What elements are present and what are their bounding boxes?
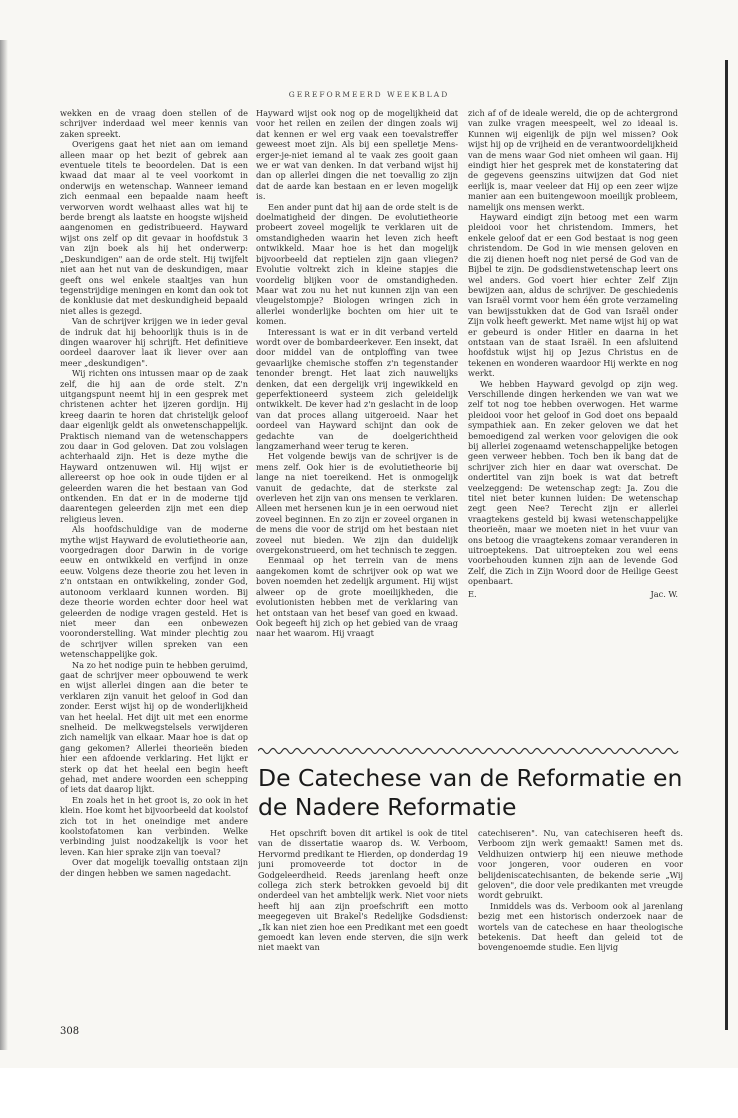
signature-initial: E. bbox=[468, 588, 477, 599]
signature-line bbox=[468, 589, 678, 599]
paragraph: Hayward wijst ook nog op de mogelijkheid dat voor het reilen en zeilen der dingen zoals wij dat kennen er wel erg vaak een toevalstreffer geweest moet zijn. Als bij een spelletje Mens-erger-je-niet iemand al te vaak zes gooit gaan we er wat van denken. In dat verband wijst hij dan op allerlei dingen die net toevallig zo zijn dat de aarde kan bestaan en er leven mogelijk is. bbox=[256, 108, 458, 202]
scan-shadow-left bbox=[0, 40, 8, 1050]
paragraph: En zoals het in het groot is, zo ook in het klein. Hoe komt het bijvoorbeeld dat koolstof zich tot in het oneindige met andere koolstofatomen kan verbinden. Welke verbinding juist noodzakelijk is voor het leven. Kan hier sprake zijn van toeval? bbox=[60, 794, 248, 857]
paragraph: Een ander punt dat hij aan de orde stelt is de doelmatigheid der dingen. De evolutietheorie probeert zoveel mogelijk te verklaren uit de omstandigheden waarin het leven zich heeft ontwikkeld. Maar hoe is het dan mogelijk bijvoorbeeld dat reptielen zijn gaan vliegen? Evolutie voltrekt zich in kleine stapjes die voordelig blijken voor de omstandigheden. Maar wat zou nu het nut kunnen zijn van een vleugelstompje? Biologen wringen zich in allerlei wonderlijke bochten om hier uit te komen. bbox=[256, 201, 458, 327]
paragraph: Hayward eindigt zijn betoog met een warm pleidooi voor het christendom. Immers, het enkele geloof dat er een God bestaat is nog geen christendom. De God in wie mensen geloven en die zij dienen hoeft nog niet persé de God van de Bijbel te zijn. De godsdienstwetenschap leert ons wel anders. God voert hier echter Zelf Zijn bewijzen aan, aldus de schrijver. De geschiedenis van Israël vormt voor hem één grote verzameling van bewijsstukken dat de God van Israël onder Zijn volk heeft gewerkt. Met name wijst hij op wat er gebeurd is onder Hitler en daarna in het ontstaan van de staat Israël. In een afsluitend hoofdstuk wijst hij op Jezus Christus en de tekenen en wonderen waardoor Hij werkte en nog werkt. bbox=[468, 212, 678, 379]
column-3 bbox=[468, 108, 678, 738]
column-1 bbox=[60, 108, 248, 1118]
paragraph: Over dat mogelijk toevallig ontstaan zijn der dingen hebben we samen nagedacht. bbox=[60, 857, 248, 878]
article-column-1 bbox=[258, 828, 468, 968]
paragraph: We hebben Hayward gevolgd op zijn weg. Verschillende dingen herkenden we van wat we zelf tot nog toe hebben overwogen. Het warme pleidooi voor het geloof in God doet ons bepaald sympathiek aan. En zeker geloven we dat het bemoedigend zal werken voor gelovigen die ook bij allerlei zogenaamd wetenschappelijke betogen geen verweer hebben. Toch ben ik bang dat de schrijver zich hier en daar wat overschat. De ondertitel van zijn boek is wat dat betreft veelzeggend: De wetenschap zegt: Ja. Zou die titel niet beter kunnen luiden: De wetenschap zegt geen Nee? Terecht zijn er allerlei vraagtekens gesteld bij kwasi wetenschappelijke theorieën, maar we moeten niet in het vuur van ons betoog die vraagtekens zomaar veranderen in uitroeptekens. Dat uitroepteken zou wel eens voorbehouden kunnen zijn aan de levende God Zelf, die Zich in Zijn Woord door de Heilige Geest openbaart. bbox=[468, 378, 678, 587]
wavy-divider bbox=[258, 746, 680, 756]
paragraph: Overigens gaat het niet aan om iemand alleen maar op het bezit of gebrek aan eventuele titels te beoordelen. Dat is een kwaad dat maar al te veel voorkomt in onderwijs en wetenschap. Wanneer iemand zich eenmaal een bepaalde naam heeft verworven wordt welhaast alles wat hij te berde brengt als laatste en hoogste wijsheid aangenomen en gedistribueerd. Hayward wijst ons zelf op dit gevaar in hoofdstuk 3 van zijn boek als hij het onderwerp: „Deskundigen" aan de orde stelt. Hij twijfelt niet aan het nut van de deskundigen, maar geeft ons wel enkele staaltjes van hun tegenstrijdige meningen en komt dan ook tot de konklusie dat met deskundigheid bepaald niet alles is gezegd. bbox=[60, 139, 248, 316]
paragraph: Interessant is wat er in dit verband verteld wordt over de bombardeerkever. Een insekt, dat door middel van de ontploffing van twee gevaarlijke chemische stoffen z'n tegenstander tenonder brengt. Het laat zich nauwelijks denken, dat een dergelijk vrij ingewikkeld en geperfektioneerd systeem zich geleidelijk ontwikkelt. De kever had z'n geslacht in de loop van dat proces allang uitgeroeid. Naar het oordeel van Hayward schijnt dan ook de gedachte van de doelgerichtheid langzamerhand weer terug te keren. bbox=[256, 326, 458, 451]
paragraph: Eenmaal op het terrein van de mens aangekomen komt de schrijver ook op wat we boven noemden het zedelijk argument. Hij wijst alweer op de grote moeilijkheden, die evolutionisten hebben met de verklaring van het ontstaan van het besef van goed en kwaad. Ook begeeft hij zich op het gebied van de vraag naar het waarom. Hij vraagt bbox=[256, 555, 458, 639]
running-header: GEREFORMEERD WEEKBLAD bbox=[288, 90, 450, 99]
paragraph: wekken en de vraag doen stellen of de schrijver inderdaad wel meer kennis van zaken spreekt. bbox=[60, 108, 248, 139]
paragraph: Inmiddels was ds. Verboom ook al jarenlang bezig met een historisch onderzoek naar de wortels van de catechese en haar theologische betekenis. Dat heeft dan geleid tot de bovengenoemde studie. Een lijvig bbox=[478, 900, 683, 953]
paragraph: Van de schrijver krijgen we in ieder geval de indruk dat hij behoorlijk thuis is in de dingen waarover hij schrijft. Het definitieve oordeel daarover laat ik liever over aan meer „deskundigen". bbox=[60, 316, 248, 368]
paragraph: catechiseren". Nu, van catechiseren heeft ds. Verboom zijn werk gemaakt! Samen met ds. Veldhuizen ontwierp hij een nieuwe methode voor jongeren, voor ouderen en voor belijdeniscatechisanten, de bekende serie „Wij geloven", die door vele predikanten met vreugde wordt gebruikt. bbox=[478, 828, 683, 901]
paragraph: Het volgende bewijs van de schrijver is de mens zelf. Ook hier is de evolutietheorie bij lange na niet toereikend. Het is onmogelijk vanuit de gedachte, dat de sterkste zal overleven het zijn van ons mensen te verklaren. Alleen met hersenen kun je in een oerwoud niet zoveel beginnen. En zo zijn er zoveel organen in de mens die voor de strijd om het bestaan niet zoveel nut bieden. We zijn dan duidelijk overgekonstrueerd, om het technisch te zeggen. bbox=[256, 451, 458, 556]
paragraph: Het opschrift boven dit artikel is ook de titel van de dissertatie waarop ds. W. Verboom, Hervormd predikant te Hierden, op donderdag 19 juni promoveerde tot doctor in de Godgeleerdheid. Reeds jarenlang heeft onze collega zich sterk betrokken gevoeld bij dit onderdeel van het ambtelijk werk. Niet voor niets heeft hij aan zijn proefschrift een motto meegegeven uit Brakel's Redelijke Godsdienst: „Ik kan niet zien hoe een Predikant met een goedt gemoedt kan leven ende sterven, die sijn werk niet maekt van bbox=[258, 828, 468, 953]
article-headline: De Catechese van de Reformatie en de Nadere Reformatie bbox=[258, 764, 683, 821]
paragraph: Wij richten ons intussen maar op de zaak zelf, die hij aan de orde stelt. Z'n uitgangspunt neemt hij in een gesprek met christenen achter het ijzeren gordijn. Hij kreeg daarin te horen dat christelijk geloof daar eigenlijk geldt als onwetenschappelijk. Praktisch niemand van de wetenschappers zou daar in God geloven. Dat zou volslagen achterhaald zijn. Het is deze mythe die Hayward ontzenuwen wil. Hij wijst er allereerst op hoe ook in oude tijden er al geleerden waren die het bestaan van God ontkenden. En dat er in de moderne tijd daarentegen geleerden zijn met een diep religieus leven. bbox=[60, 368, 248, 524]
scan-shadow-right bbox=[725, 60, 728, 1030]
paragraph: zich af of de ideale wereld, die op de achtergrond van zulke vragen meespeelt, wel zo ideaal is. Kunnen wij eigenlijk de pijn wel missen? Ook wijst hij op de vrijheid en de verantwoordelijkheid van de mens waar God niet omheen wil gaan. Hij eindigt hier het gesprek met de konstatering dat de gegevens geenszins uitwijzen dat God niet eerlijk is, maar veeleer dat Hij op een zeer wijze manier aan een buitengewoon moeilijk probleem, namelijk ons mensen werkt. bbox=[468, 108, 678, 212]
page-number: 308 bbox=[60, 1026, 80, 1037]
article-column-2 bbox=[478, 828, 683, 968]
signature-author: Jac. W. bbox=[650, 588, 678, 599]
paragraph: Na zo het nodige puin te hebben geruimd, gaat de schrijver meer opbouwend te werk en wijst allerlei dingen aan die beter te verklaren zijn vanuit het geloof in God dan zonder. Eerst wijst hij op de wonderlijkheid van het heelal. Het dijt uit met een enorme snelheid. De melkwegstelsels verwijderen zich namelijk van elkaar. Maar hoe is dat op gang gekomen? Allerlei theorieën bieden hier een afdoende verklaring. Het lijkt er sterk op dat het heelal een begin heeft gehad, met andere woorden een schepping of iets dat daarop lijkt. bbox=[60, 659, 248, 795]
paragraph: Als hoofdschuldige van de moderne mythe wijst Hayward de evolutietheorie aan, voorgedragen door Darwin in de vorige eeuw en ontwikkeld en verfijnd in onze eeuw. Volgens deze theorie zou het leven in z'n ontstaan en ontwikkeling, zonder God, autonoom verklaard kunnen worden. Bij deze theorie worden echter door heel wat geleerden de nodige vragen gesteld. Het is niet meer dan een onbewezen vooronderstelling. Wat minder plechtig zou de schrijver willen spreken van een wetenschappelijke gok. bbox=[60, 524, 248, 660]
